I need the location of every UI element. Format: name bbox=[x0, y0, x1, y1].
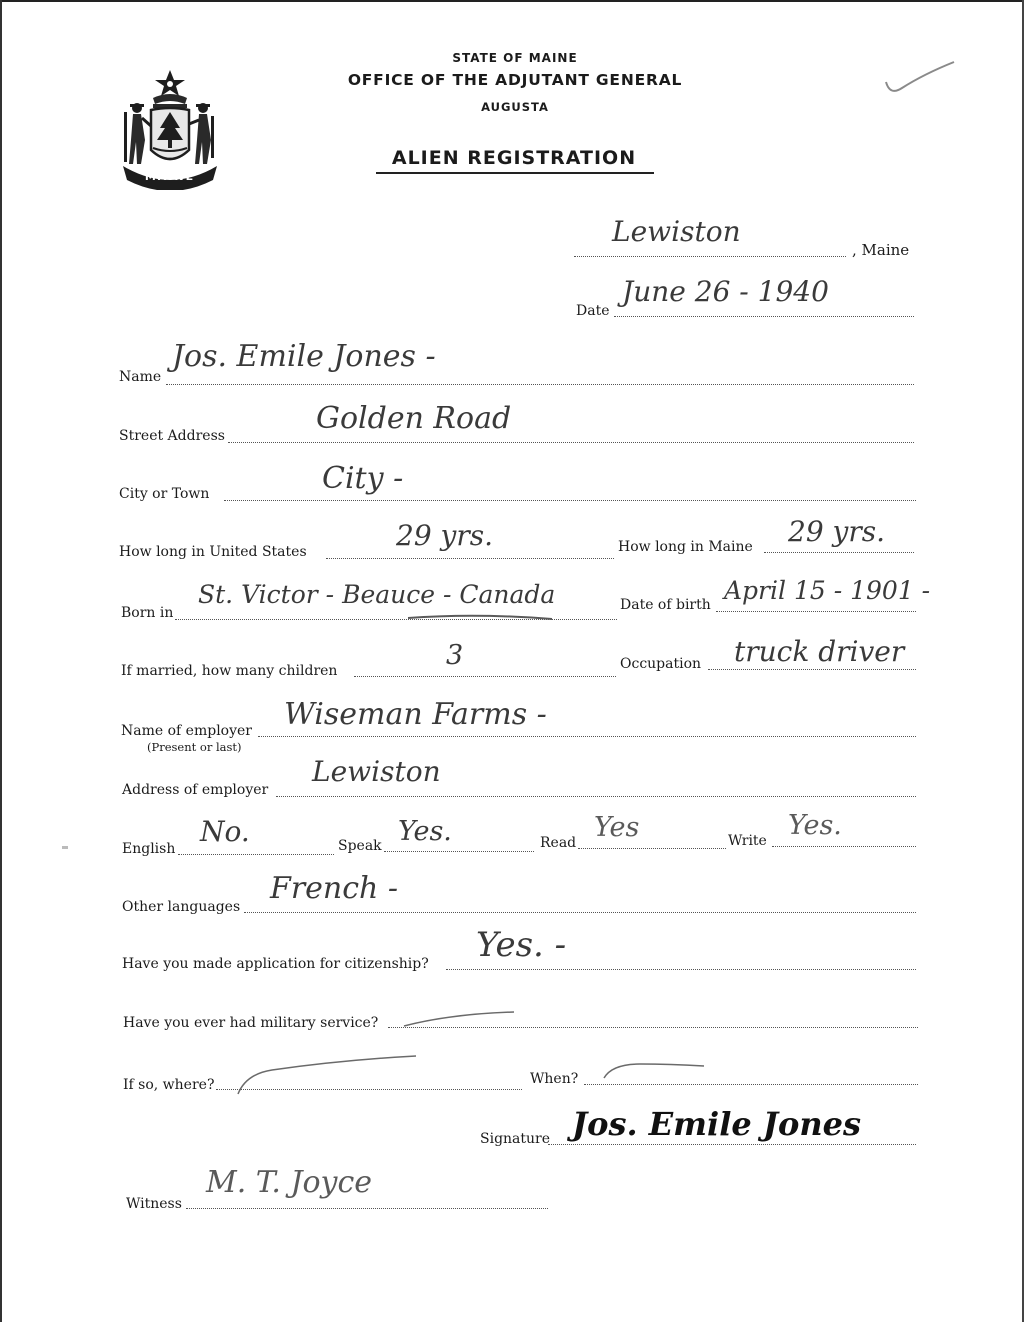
check-mark bbox=[880, 58, 960, 100]
children-line bbox=[354, 676, 616, 677]
when-line bbox=[584, 1084, 918, 1085]
place-value: Lewiston bbox=[612, 215, 741, 248]
place-suffix: , Maine bbox=[852, 241, 910, 259]
street-address-value: Golden Road bbox=[316, 401, 512, 436]
speak-label: Speak bbox=[338, 838, 382, 854]
read-line bbox=[578, 848, 726, 849]
children-label: If married, how many children bbox=[121, 663, 338, 679]
how-long-us-value: 29 yrs. bbox=[396, 519, 494, 552]
form-title: ALIEN REGISTRATION bbox=[391, 147, 637, 169]
other-languages-line bbox=[244, 912, 916, 913]
svg-text:MAINE: MAINE bbox=[144, 170, 196, 183]
employer-name-value: Wiseman Farms - bbox=[284, 697, 547, 732]
city-or-town-label: City or Town bbox=[119, 486, 210, 502]
witness-label: Witness bbox=[126, 1196, 182, 1212]
when-label: When? bbox=[530, 1071, 579, 1087]
title-underline bbox=[376, 172, 654, 174]
born-in-value: St. Victor - Beauce - Canada bbox=[198, 580, 556, 609]
occupation-value: truck driver bbox=[734, 635, 905, 668]
date-label: Date bbox=[576, 303, 610, 319]
signature-line bbox=[548, 1144, 916, 1145]
date-line bbox=[614, 316, 914, 317]
header-office: OFFICE OF THE ADJUTANT GENERAL bbox=[347, 71, 683, 89]
header-state: STATE OF MAINE bbox=[452, 51, 578, 65]
city-or-town-value: City - bbox=[322, 461, 404, 496]
header-city: AUGUSTA bbox=[481, 100, 549, 114]
citizenship-value: Yes. - bbox=[476, 925, 567, 965]
date-of-birth-line bbox=[716, 611, 916, 612]
english-value: No. bbox=[200, 815, 250, 848]
write-value: Yes. bbox=[788, 810, 842, 841]
signature-label: Signature bbox=[480, 1131, 551, 1147]
citizenship-line bbox=[446, 969, 916, 970]
when-dash bbox=[600, 1058, 710, 1084]
employer-name-sublabel: (Present or last) bbox=[147, 740, 242, 754]
born-in-label: Born in bbox=[121, 605, 174, 621]
military-dash bbox=[400, 1008, 520, 1032]
born-in-underline bbox=[406, 610, 556, 624]
date-of-birth-value: April 15 - 1901 - bbox=[724, 576, 931, 605]
witness-line bbox=[186, 1208, 548, 1209]
witness-value: M. T. Joyce bbox=[206, 1165, 373, 1200]
name-line bbox=[166, 384, 914, 385]
scan-border-left bbox=[0, 0, 2, 1322]
other-languages-label: Other languages bbox=[122, 899, 241, 915]
how-long-maine-line bbox=[764, 552, 914, 553]
employer-address-label: Address of employer bbox=[122, 782, 269, 798]
speak-value: Yes. bbox=[398, 816, 452, 847]
signature-value: Jos. Emile Jones bbox=[572, 1105, 861, 1143]
employer-name-label: Name of employer bbox=[121, 723, 252, 739]
read-label: Read bbox=[540, 835, 577, 851]
speak-line bbox=[384, 851, 534, 852]
where-label: If so, where? bbox=[123, 1077, 215, 1093]
write-line bbox=[772, 846, 916, 847]
how-long-us-label: How long in United States bbox=[119, 544, 307, 560]
margin-speck bbox=[62, 846, 68, 849]
street-address-line bbox=[228, 442, 914, 443]
occupation-label: Occupation bbox=[620, 656, 702, 672]
how-long-us-line bbox=[326, 558, 614, 559]
employer-address-line bbox=[276, 796, 916, 797]
write-label: Write bbox=[728, 833, 767, 849]
how-long-maine-value: 29 yrs. bbox=[788, 515, 886, 548]
employer-name-line bbox=[258, 736, 916, 737]
street-address-label: Street Address bbox=[119, 428, 225, 444]
english-label: English bbox=[122, 841, 176, 857]
read-value: Yes bbox=[594, 812, 640, 843]
date-of-birth-label: Date of birth bbox=[620, 597, 711, 613]
children-value: 3 bbox=[446, 640, 464, 671]
other-languages-value: French - bbox=[270, 871, 399, 906]
city-or-town-line bbox=[224, 500, 916, 501]
employer-address-value: Lewiston bbox=[312, 755, 441, 788]
citizenship-label: Have you made application for citizenship? bbox=[122, 956, 429, 972]
military-label: Have you ever had military service? bbox=[123, 1015, 379, 1031]
maine-state-seal bbox=[115, 68, 225, 190]
date-value: June 26 - 1940 bbox=[622, 275, 829, 308]
where-dash bbox=[232, 1052, 422, 1102]
occupation-line bbox=[708, 669, 916, 670]
name-label: Name bbox=[119, 369, 162, 385]
scan-border-top bbox=[0, 0, 1024, 2]
name-value: Jos. Emile Jones - bbox=[172, 339, 436, 374]
place-line bbox=[574, 256, 846, 257]
english-line bbox=[178, 854, 334, 855]
how-long-maine-label: How long in Maine bbox=[618, 539, 753, 555]
